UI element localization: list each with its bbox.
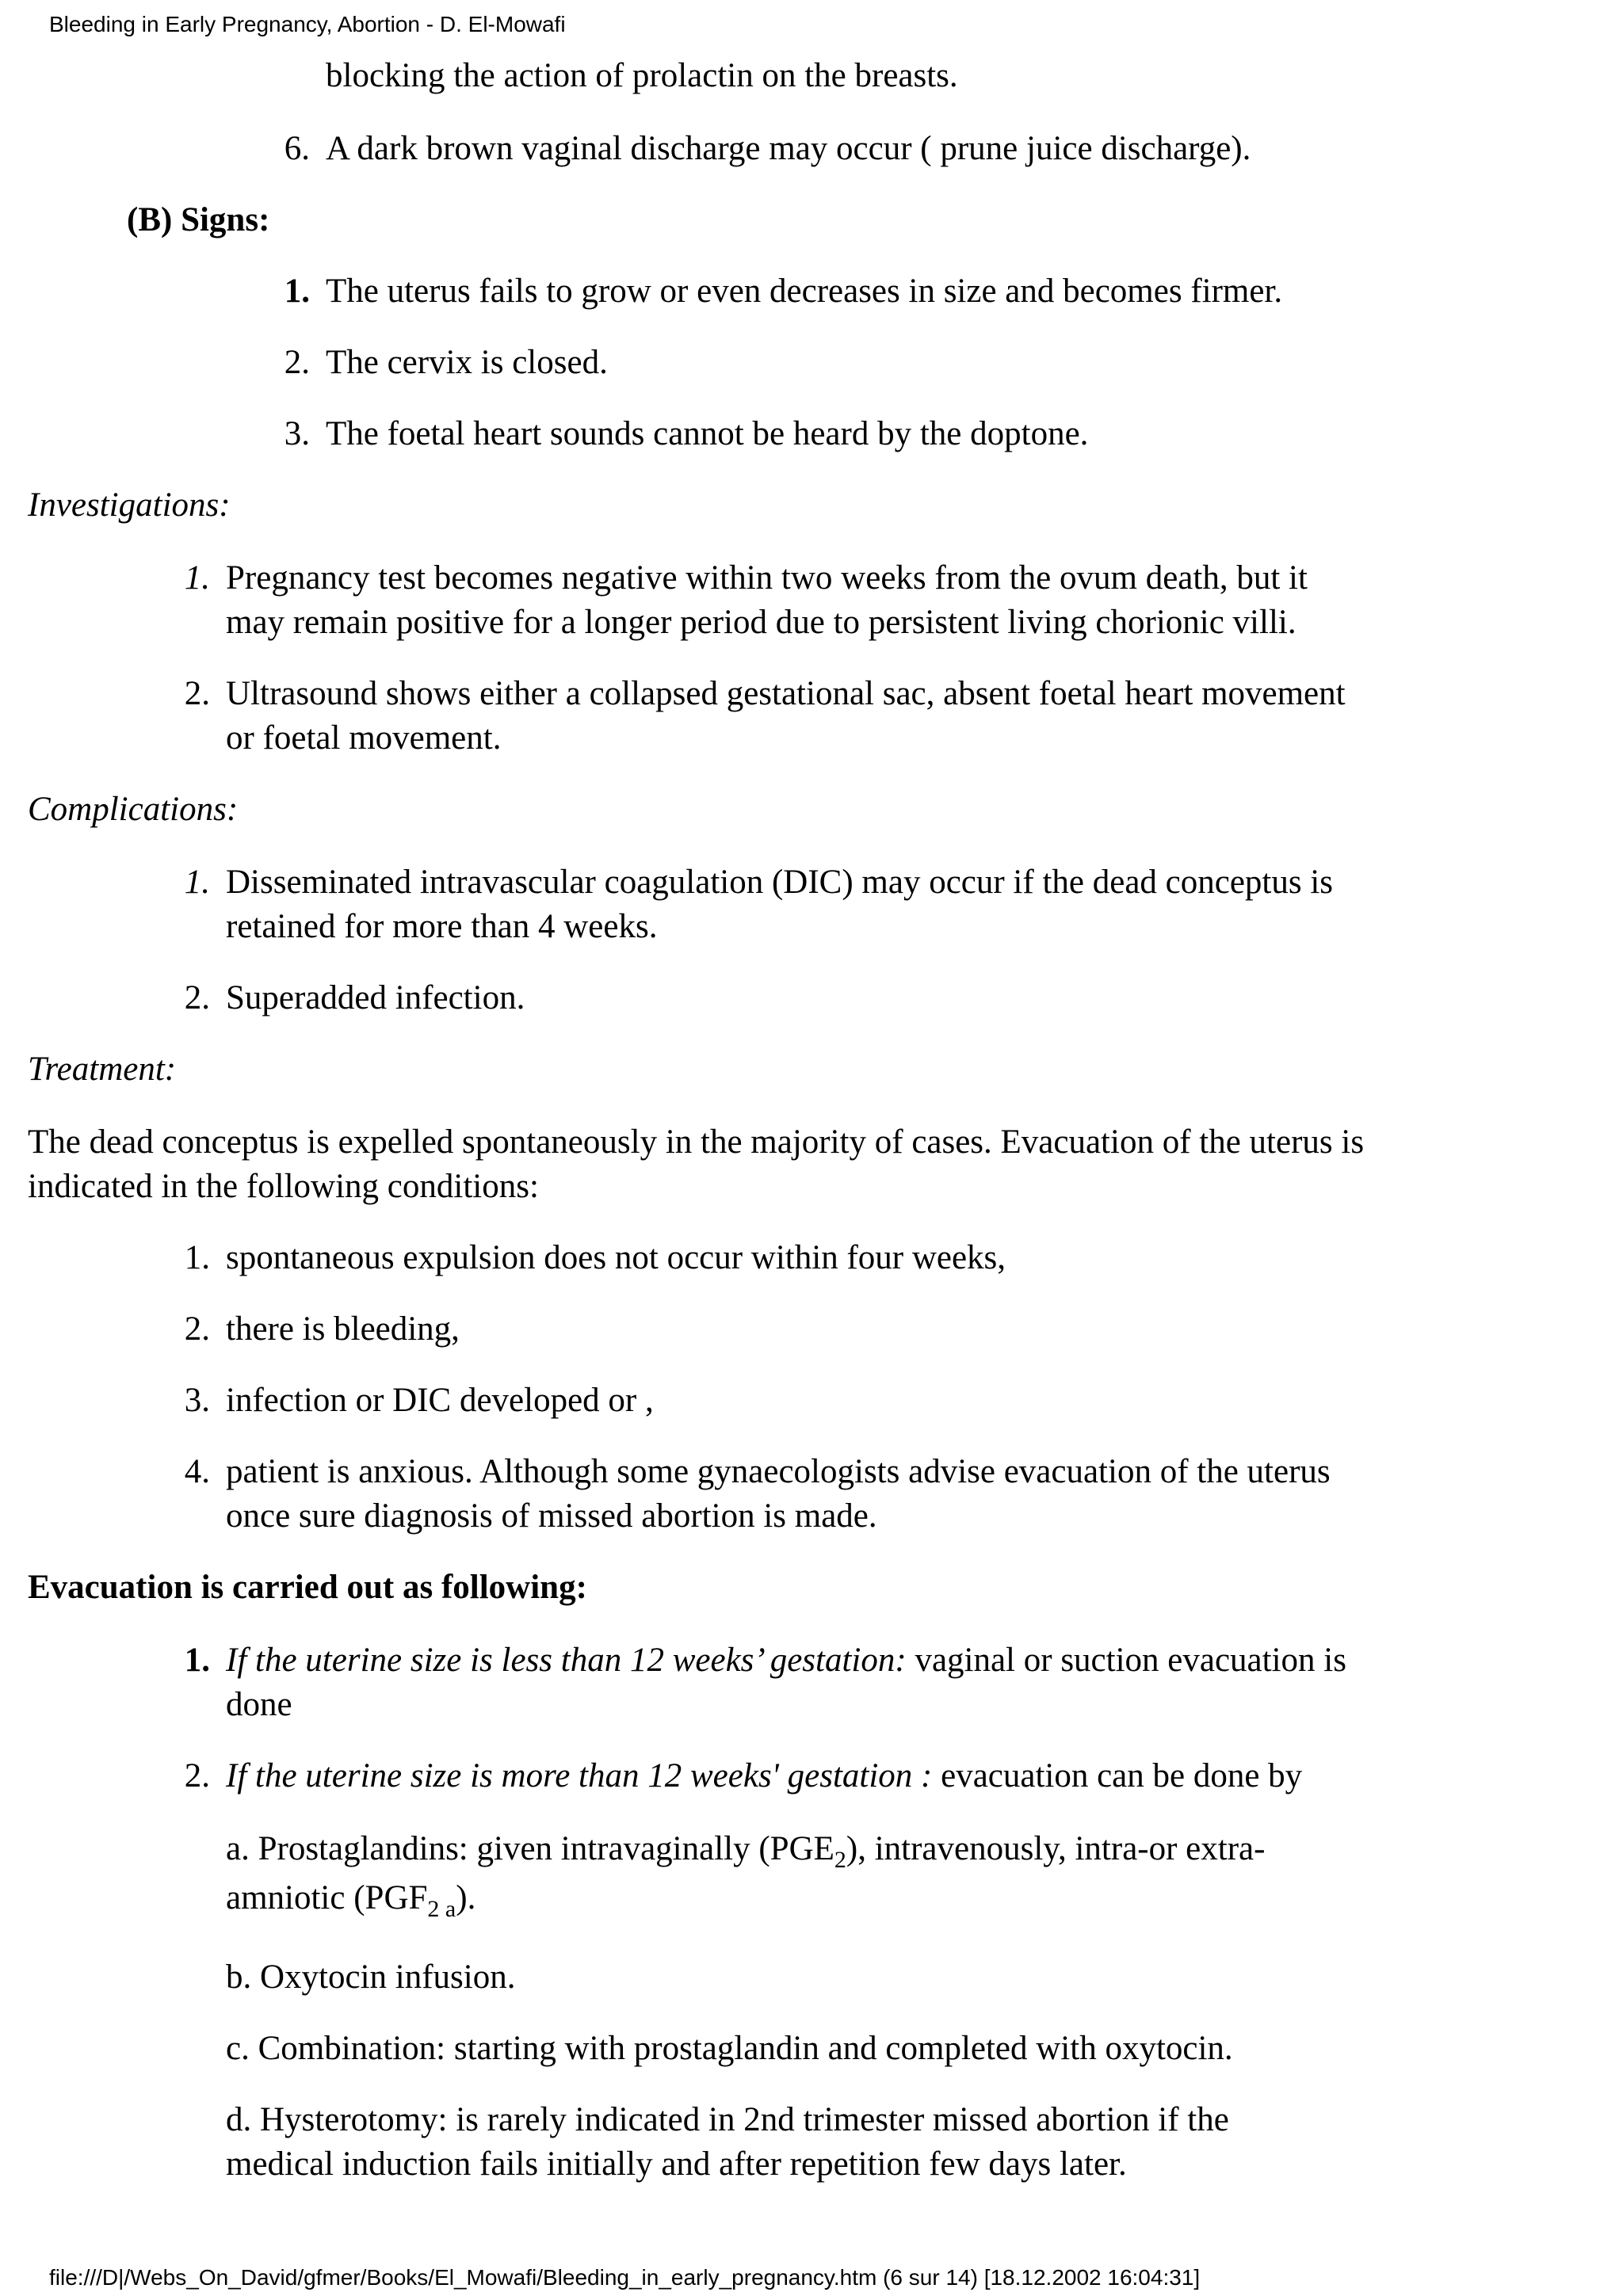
subscript: 2 xyxy=(834,1847,846,1873)
investigations-heading: Investigations: xyxy=(28,486,231,524)
list-number: 3. xyxy=(284,415,310,452)
investigation-1-line1: Pregnancy test becomes negative within two weeks from the ovum death, but it xyxy=(226,559,1308,597)
treatment-heading: Treatment: xyxy=(28,1051,177,1088)
list-number: 2. xyxy=(284,344,310,381)
complication-1-line1: Disseminated intravascular coagulation (DIC) may occur if the dead conceptus is xyxy=(226,864,1334,901)
list-number: 2. xyxy=(184,1310,210,1348)
evacuation-item-1-line1 xyxy=(226,1638,1346,1682)
list-number: 1. xyxy=(184,1239,210,1276)
list-number: 2. xyxy=(184,675,210,712)
sign-3-text: The foetal heart sounds cannot be heard by the doptone. xyxy=(326,415,1089,452)
investigation-2-line1: Ultrasound shows either a collapsed gestational sac, absent foetal heart movement xyxy=(226,675,1346,712)
evacuation-option-d-line1: d. Hysterotomy: is rarely indicated in 2nd trimester missed abortion if the xyxy=(226,2101,1229,2138)
evacuation-option-a-line1: a. Prostaglandins: given intravaginally $(PGE_2)$, intravenously, intra-or extra- xyxy=(226,1830,1266,1873)
list-number: 2. xyxy=(184,979,210,1016)
page-footer-path: file:///D|/Webs_On_David/gfmer/Books/El_Mowafi/Bleeding_in_early_pregnancy.htm (6 sur 14) [18.12.2002 16:04:31] xyxy=(49,2265,1201,2290)
evacuation-item-2-line1 xyxy=(226,1754,1302,1798)
complication-1-line2: retained for more than 4 weeks. xyxy=(226,908,658,945)
page-header-title: Bleeding in Early Pregnancy, Abortion - D. El-Mowafi xyxy=(49,12,566,36)
sign-1-text: The uterus fails to grow or even decreases in size and becomes firmer. xyxy=(326,273,1283,310)
investigation-1-line2: may remain positive for a longer period due to persistent living chorionic villi. xyxy=(226,604,1296,641)
complications-heading: Complications: xyxy=(28,791,239,828)
symptom-6-text: A dark brown vaginal discharge may occur ( prune juice discharge). xyxy=(326,130,1251,167)
subscript: 2 a xyxy=(427,1896,456,1922)
symptom-5-continuation: blocking the action of prolactin on the breasts. xyxy=(326,57,958,94)
evacuation-item-2-method: evacuation can be done by xyxy=(932,1757,1303,1794)
list-number: 4. xyxy=(184,1453,210,1490)
evacuation-item-2-condition: If the uterine size is more than 12 weeks' gestation : xyxy=(226,1757,933,1794)
sign-2-text: The cervix is closed. xyxy=(326,344,608,381)
list-number: 1. xyxy=(284,273,310,310)
evacuation-option-a-line2: amniotic $(PGF_{2 a})$. xyxy=(226,1879,476,1922)
evacuation-option-d-line2: medical induction fails initially and after repetition few days later. xyxy=(226,2145,1127,2183)
complication-2-line1: Superadded infection. xyxy=(226,979,525,1016)
treatment-condition-4-line1: patient is anxious. Although some gynaecologists advise evacuation of the uterus xyxy=(226,1453,1331,1490)
evacuation-item-1-condition: If the uterine size is less than 12 weeks’ gestation: xyxy=(226,1642,907,1679)
list-number: 1. xyxy=(184,864,210,901)
treatment-condition-3: infection or DIC developed or , xyxy=(226,1382,654,1419)
list-number: 1. xyxy=(184,559,210,597)
list-number: 3. xyxy=(184,1382,210,1419)
investigation-2-line2: or foetal movement. xyxy=(226,719,502,757)
signs-heading: (B) Signs: xyxy=(127,201,270,238)
treatment-paragraph-line2: indicated in the following conditions: xyxy=(28,1168,539,1205)
evacuation-item-1-method: vaginal or suction evacuation is xyxy=(906,1642,1346,1679)
evacuation-item-1-line2: done xyxy=(226,1686,292,1723)
evacuation-heading: Evacuation is carried out as following: xyxy=(28,1569,587,1606)
treatment-condition-2: there is bleeding, xyxy=(226,1310,460,1348)
treatment-condition-4-line2: once sure diagnosis of missed abortion is made. xyxy=(226,1497,877,1535)
evacuation-option-b: b. Oxytocin infusion. xyxy=(226,1958,516,1996)
evacuation-option-c: c. Combination: starting with prostaglandin and completed with oxytocin. xyxy=(226,2030,1233,2067)
list-number: 6. xyxy=(284,130,310,167)
list-number: 2. xyxy=(184,1757,210,1794)
list-number: 1. xyxy=(184,1642,210,1679)
treatment-condition-1: spontaneous expulsion does not occur within four weeks, xyxy=(226,1239,1006,1276)
treatment-paragraph-line1: The dead conceptus is expelled spontaneously in the majority of cases. Evacuation of the uterus is xyxy=(28,1123,1365,1161)
